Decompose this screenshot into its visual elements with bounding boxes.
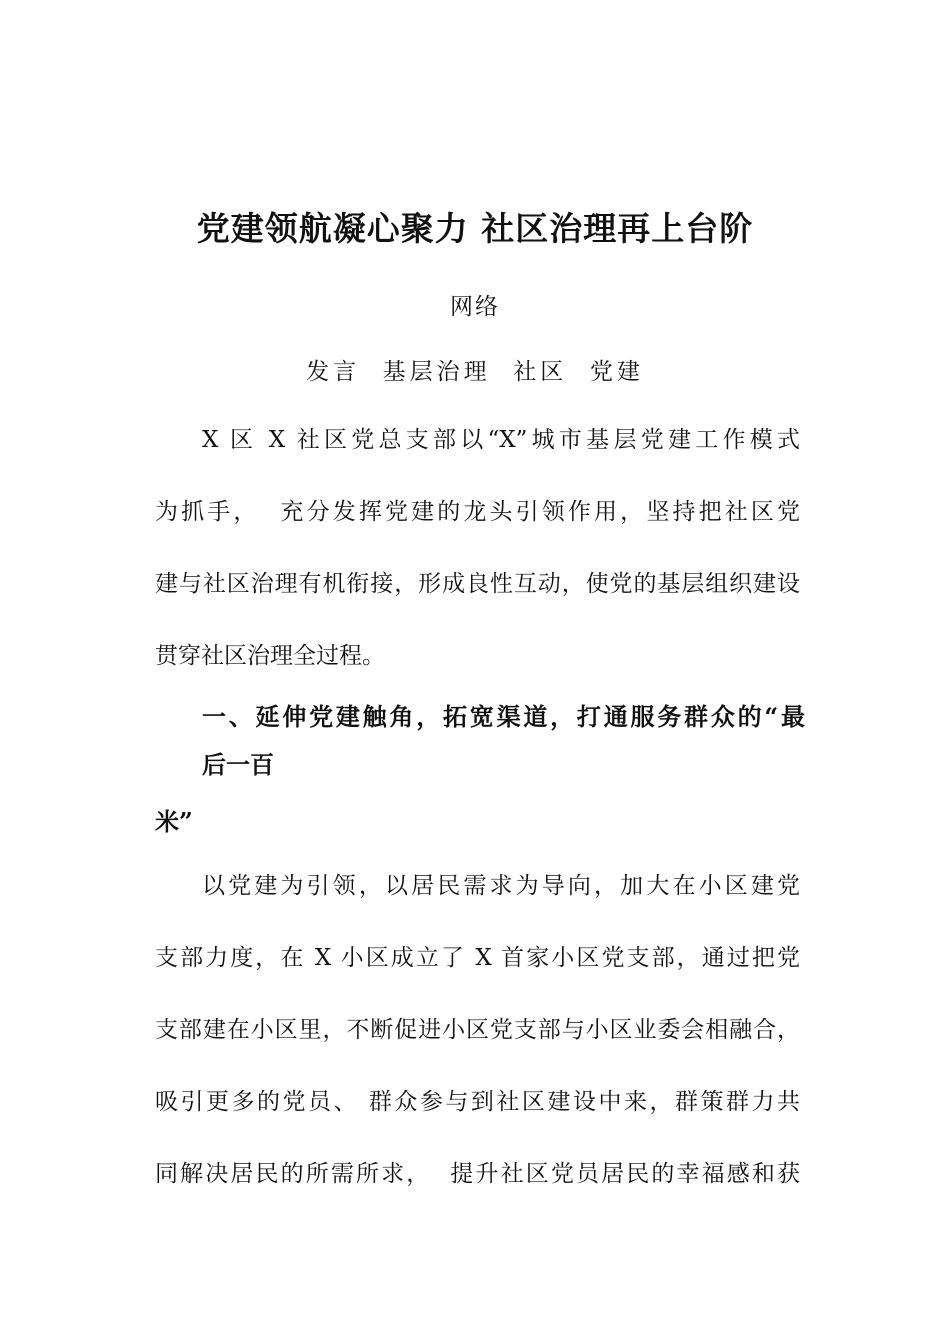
paragraph-line: 支部力度，在 X 小区成立了 X 首家小区党支部，通过把党	[155, 945, 800, 971]
document-title: 党建领航凝心聚力 社区治理再上台阶	[196, 209, 754, 248]
document-author: 网络	[450, 294, 500, 320]
paragraph-line: 建与社区治理有机衔接，形成良性互动，使党的基层组织建设	[155, 571, 800, 597]
document-keywords: 发言 基层治理 社区 党建	[306, 359, 644, 385]
section-heading-line: 一、延伸党建触角，拓宽渠道，打通服务群众的“最	[202, 702, 805, 731]
section-heading-line: 后一百	[202, 750, 274, 779]
paragraph-line: 吸引更多的党员、 群众参与到社区建设中来，群策群力共	[155, 1089, 800, 1115]
paragraph-line: 以党建为引领，以居民需求为导向，加大在小区建党	[202, 873, 800, 899]
section-heading-line: 米”	[155, 807, 193, 836]
paragraph-line: 贯穿社区治理全过程。	[155, 643, 385, 669]
paragraph-line: 为抓手， 充分发挥党建的龙头引领作用，坚持把社区党	[155, 499, 800, 525]
paragraph-line: 支部建在小区里，不断促进小区党支部与小区业委会相融合，	[155, 1017, 800, 1043]
paragraph-line: X 区 X 社区党总支部以“X”城市基层党建工作模式	[202, 427, 800, 453]
paragraph-line: 同解决居民的所需所求， 提升社区党员居民的幸福感和获	[155, 1161, 800, 1187]
